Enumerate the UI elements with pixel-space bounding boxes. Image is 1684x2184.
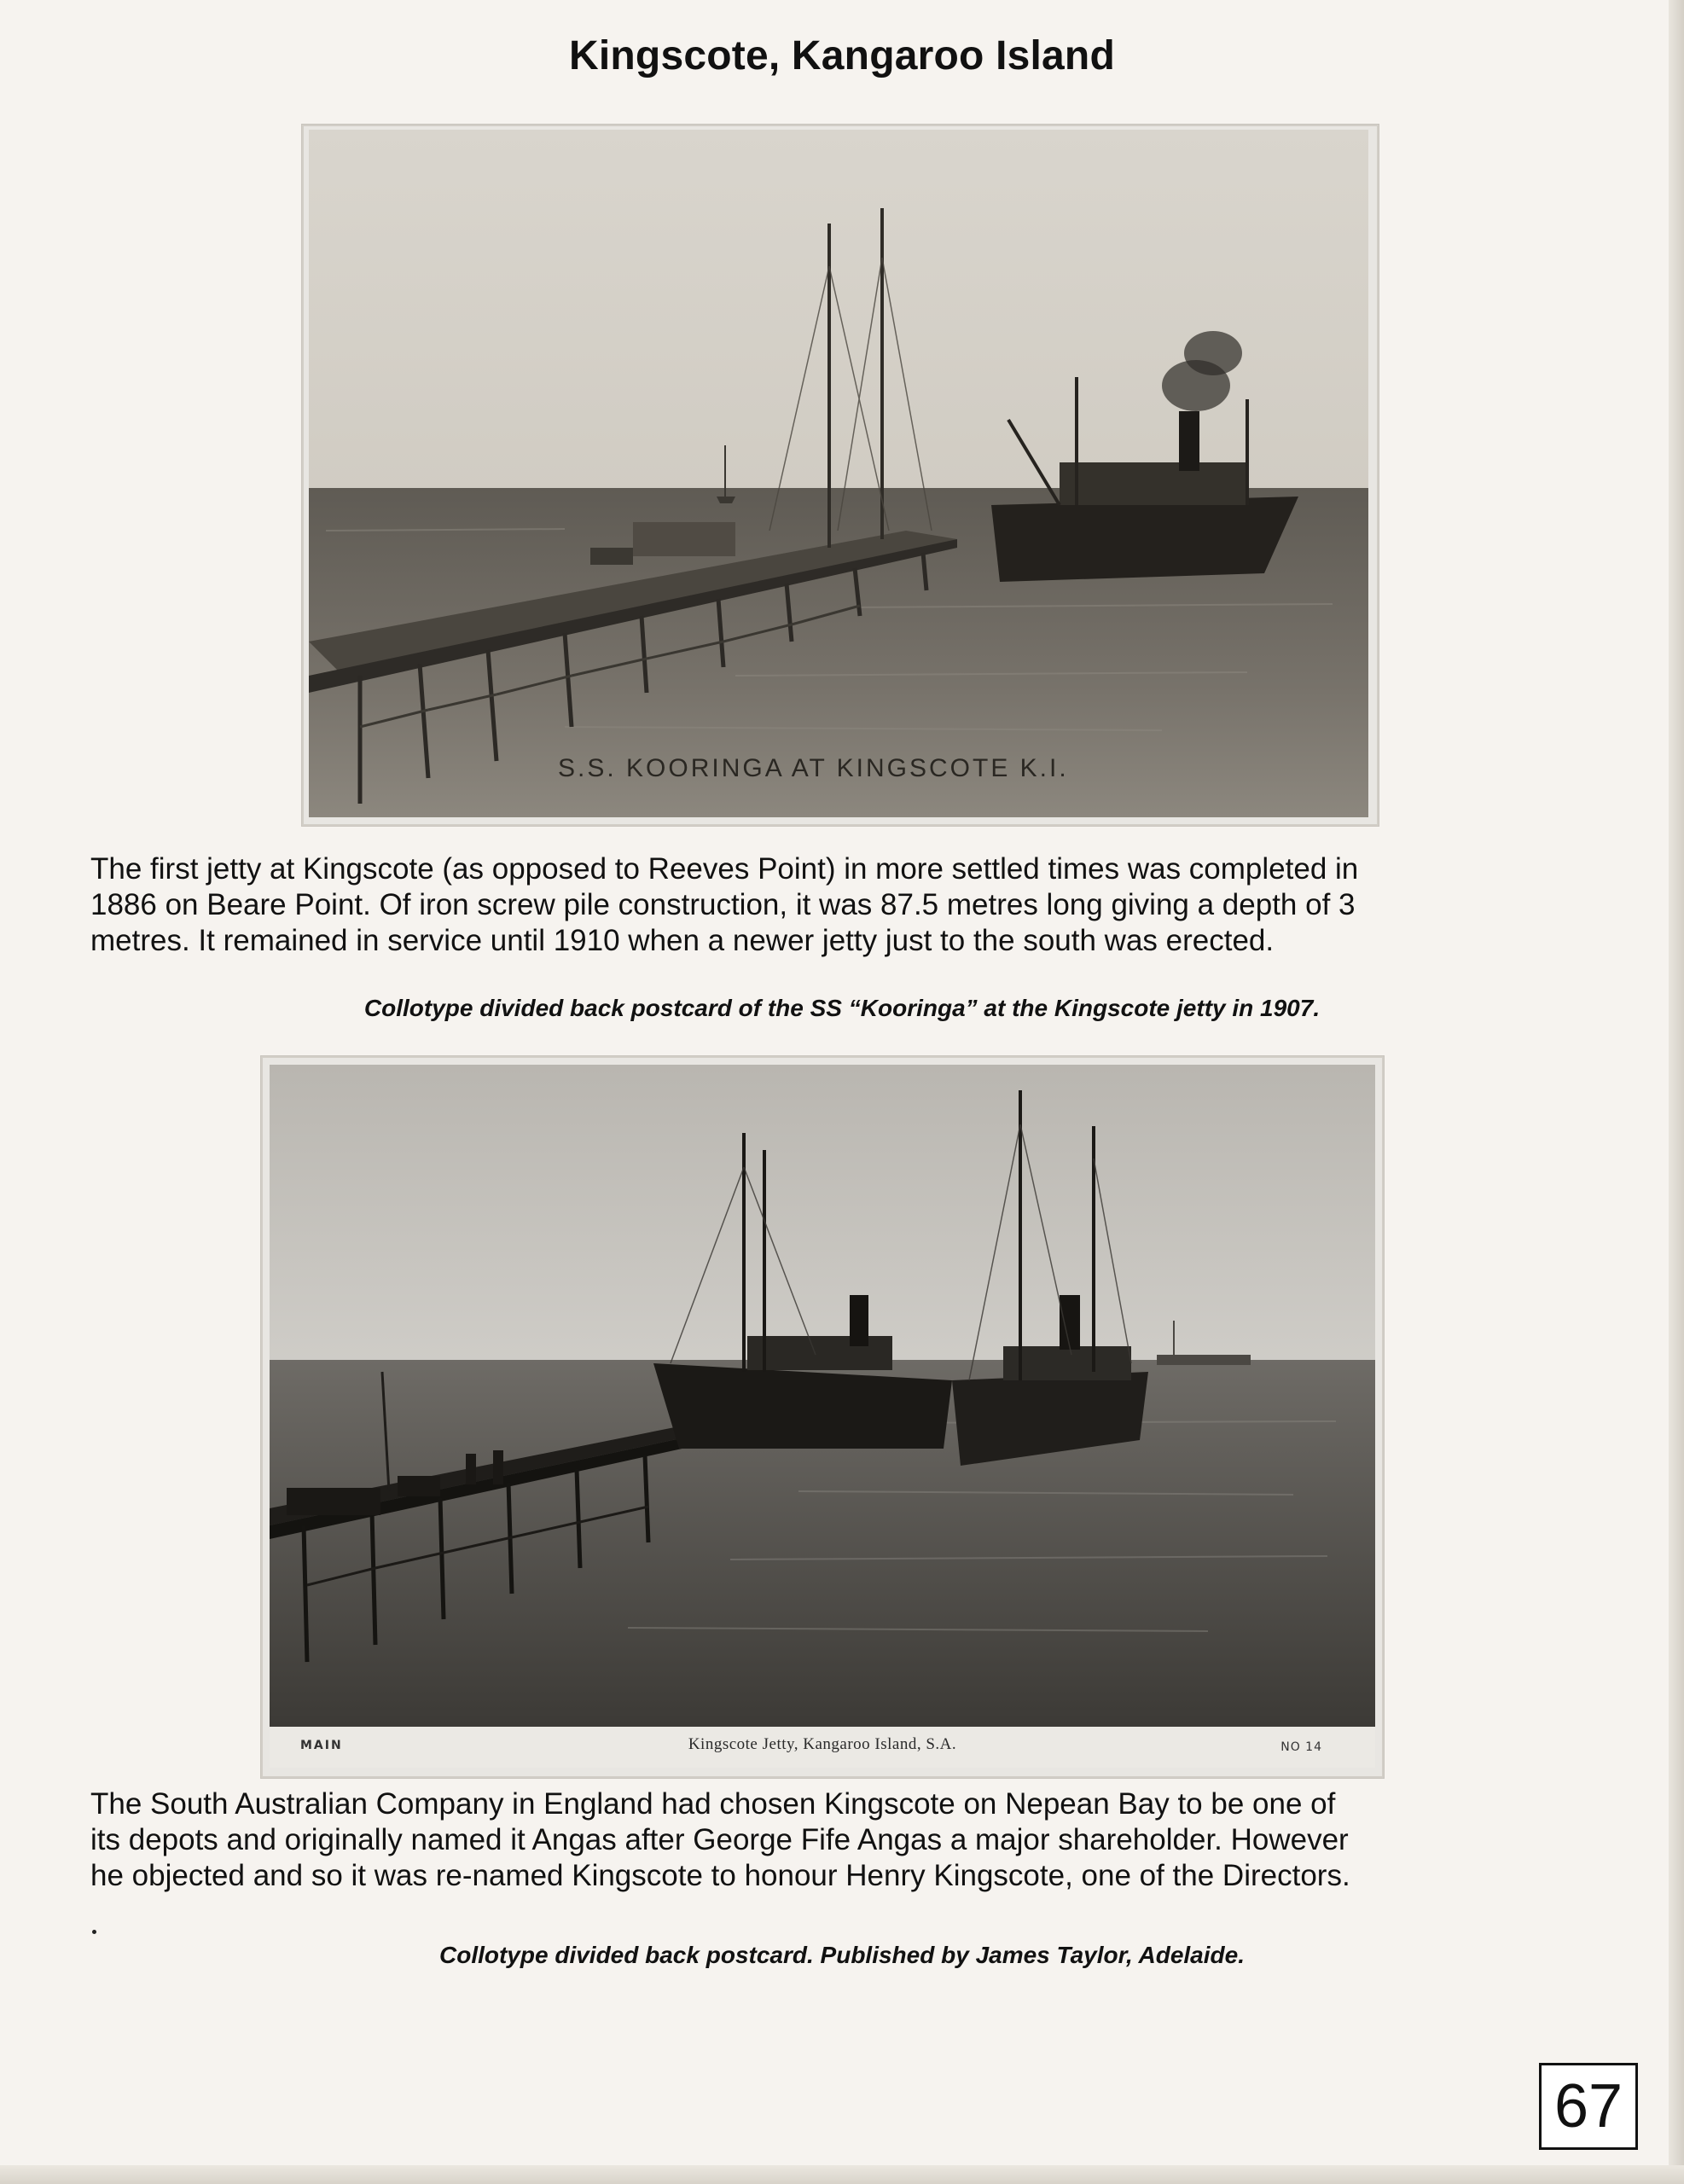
- page-edge: [1669, 0, 1684, 2184]
- postcard-1-photo: [309, 130, 1368, 817]
- section-1-line-1: The first jetty at Kingscote (as opposed to Reeves Point) in more settled times was completed in: [90, 852, 1359, 886]
- section-2-line-1: The South Australian Company in England had chosen Kingscote on Nepean Bay to be one of: [90, 1787, 1336, 1821]
- section-1-caption: Collotype divided back postcard of the SS “Kooringa” at the Kingscote jetty in 1907.: [363, 995, 1321, 1021]
- section-2-caption: Collotype divided back postcard. Published by James Taylor, Adelaide.: [439, 1942, 1245, 1968]
- section-2-line-3: he objected and so it was re-named Kingscote to honour Henry Kingscote, one of the Directors.: [90, 1859, 1350, 1892]
- section-1-line-3: metres. It remained in service until 1910 when a newer jetty just to the south was erected.: [90, 924, 1275, 957]
- section-2-line-2: its depots and originally named it Angas after George Fife Angas a major shareholder. However: [90, 1823, 1349, 1856]
- postcard-2-number: NO 14: [1280, 1740, 1322, 1754]
- page-number: 67: [1539, 2063, 1638, 2150]
- section-1-paragraph: [90, 851, 1558, 959]
- postcard-2-footer: [270, 1727, 1375, 1768]
- postcard-2-photo: [270, 1065, 1375, 1727]
- page-title: Kingscote, Kangaroo Island: [569, 33, 1115, 78]
- postcard-1-illustration: [309, 130, 1368, 817]
- postcard-2-title: Kingscote Jetty, Kangaroo Island, S.A.: [688, 1735, 957, 1753]
- section-1-line-2: 1886 on Beare Point. Of iron screw pile construction, it was 87.5 metres long giving a depth of 3: [90, 888, 1356, 921]
- page-bottom-edge: [0, 2165, 1684, 2184]
- stray-mark: [92, 1930, 96, 1934]
- section-2-paragraph: [90, 1786, 1558, 1894]
- postcard-1-inscription: S.S. KOORINGA AT KINGSCOTE K.I.: [558, 754, 1069, 782]
- postcard-2-publisher-mark: MAIN: [300, 1739, 343, 1752]
- postcard-2-illustration: [270, 1065, 1375, 1727]
